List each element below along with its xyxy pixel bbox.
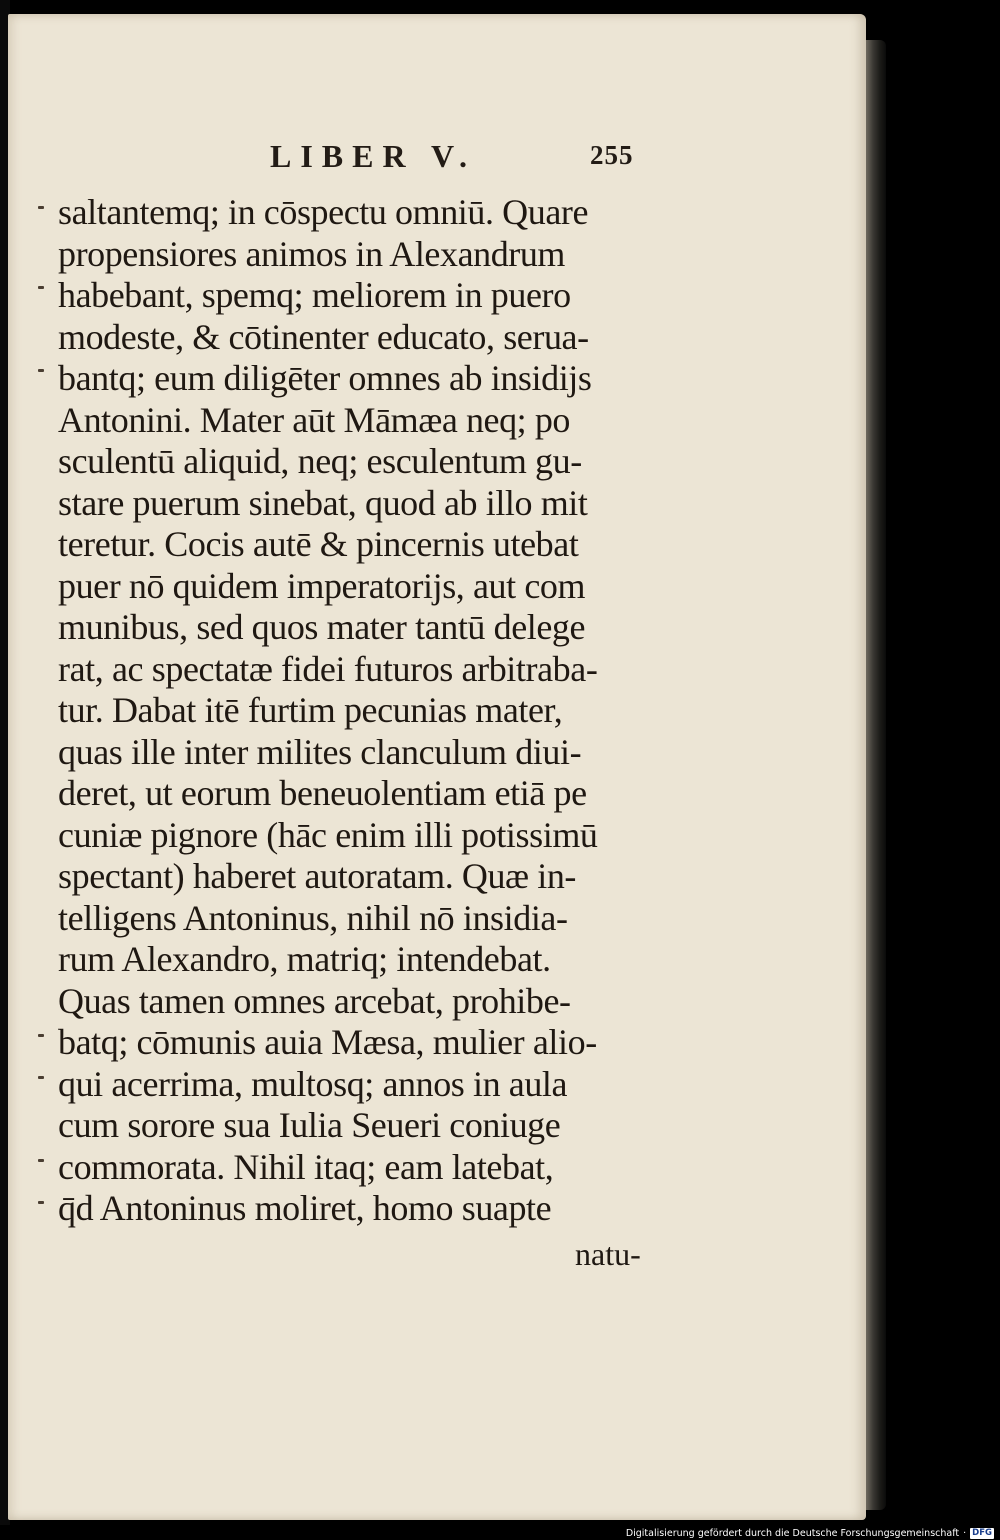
margin-mark <box>38 1159 44 1162</box>
body-text <box>58 192 670 1230</box>
credit-text: Digitalisierung gefördert durch die Deutsche Forschungsgemeinschaft <box>625 1527 960 1539</box>
margin-mark <box>38 286 44 289</box>
text-line: spectant) haberet autoratam. Quæ in- <box>58 856 576 896</box>
margin-mark <box>38 1076 44 1079</box>
text-line: cum sorore sua Iulia Seueri coniuge <box>58 1105 561 1145</box>
text-line: saltantemq; in cōspectu omniū. Quare <box>58 192 589 232</box>
text-line: habebant, spemq; meliorem in puero <box>58 275 571 315</box>
text-line: cuniæ pignore (hāc enim illi potissimū <box>58 814 598 855</box>
text-line: Quas tamen omnes arcebat, prohibe- <box>58 980 571 1021</box>
text-line: teretur. Cocis autē & pincernis utebat <box>58 524 579 564</box>
running-head: LIBER V. <box>270 138 476 174</box>
text-line: munibus, sed quos mater tantū delege <box>58 607 586 647</box>
page-number: 255 <box>590 140 634 170</box>
text-line: commorata. Nihil itaq; eam latebat, <box>58 1146 554 1187</box>
text-line: modeste, & cōtinenter educato, serua- <box>58 316 589 357</box>
text-line: quas ille inter milites clanculum diui- <box>58 731 582 772</box>
digitization-credit: Digitalisierung gefördert durch die Deutsche Forschungsgemeinschaft · DFG <box>625 1527 992 1539</box>
text-line: batq; cōmunis auia Mæsa, mulier alio- <box>58 1022 597 1062</box>
text-line: propensiores animos in Alexandrum <box>58 233 566 274</box>
page-fore-edge <box>866 40 886 1510</box>
text-line: q̄d Antoninus moliret, homo suapte <box>58 1188 552 1228</box>
margin-mark <box>38 1034 44 1037</box>
margin-mark <box>38 369 44 372</box>
dfg-logo: DFG <box>972 1527 992 1538</box>
book-page <box>8 14 866 1520</box>
page-header <box>270 138 670 182</box>
text-line: bantq; eum diligēter omnes ab insidijs <box>58 358 592 398</box>
text-line: rat, ac spectatæ fidei futuros arbitraba- <box>58 648 598 689</box>
text-line: qui acerrima, multosq; annos in aula <box>58 1063 568 1104</box>
text-line: deret, ut eorum beneuolentiam etiā pe <box>58 773 587 813</box>
text-line: puer nō quidem imperatorijs, aut com <box>58 565 586 606</box>
text-line: sculentū aliquid, neq; esculentum gu- <box>58 441 582 481</box>
text-line: Antonini. Mater aūt Māmæa neq; po <box>58 399 571 440</box>
margin-mark <box>38 206 44 209</box>
text-line: telligens Antoninus, nihil nō insidia- <box>58 897 568 938</box>
text-line: tur. Dabat itē furtim pecunias mater, <box>58 690 563 730</box>
catchword: natu- <box>575 1236 641 1272</box>
text-line: rum Alexandro, matriq; intendebat. <box>58 939 551 979</box>
margin-mark <box>38 1201 44 1204</box>
text-line: stare puerum sinebat, quod ab illo mit <box>58 482 588 523</box>
